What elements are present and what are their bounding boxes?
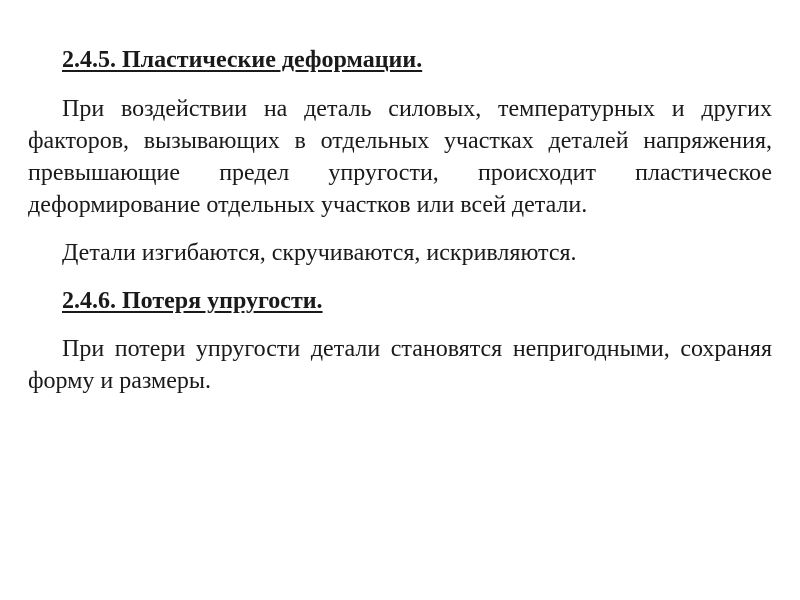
paragraph-plastic-deformation-definition: При воздействии на деталь силовых, температурных и других факторов, вызывающих в отдельных участках деталей напряжения, превышающие предел упругости, происходит пластическое деформирование отдельных участков или всей детали. [28, 96, 772, 218]
paragraph-plastic-deformation-effects: Детали изгибаются, скручиваются, искривляются. [62, 240, 577, 266]
slide-content [28, 44, 772, 397]
section-heading-plastic-deformation: 2.4.5. Пластические деформации. [62, 47, 423, 73]
section-heading-loss-of-elasticity: 2.4.6. Потеря упругости. [62, 288, 323, 314]
paragraph-loss-of-elasticity: При потери упругости детали становятся непригодными, сохраняя форму и размеры. [28, 336, 772, 394]
